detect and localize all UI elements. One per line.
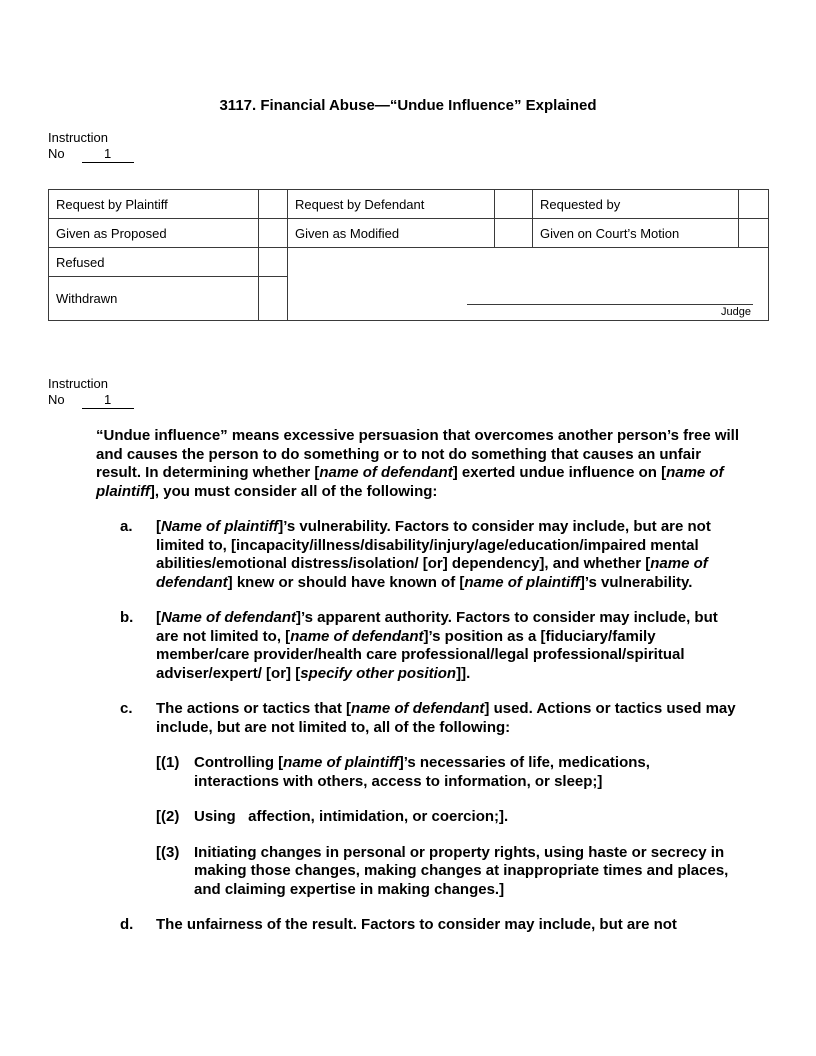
list-item-text <box>156 700 739 899</box>
instruction-number-row <box>48 393 134 409</box>
placeholder-segment: name of plaintiff <box>283 754 399 771</box>
text-segment: ] knew or should have known of [ <box>227 573 465 591</box>
text-segment: [ <box>156 518 161 535</box>
checkbox-refused[interactable] <box>259 248 288 277</box>
cell-request-by-plaintiff: Request by Plaintiff <box>49 190 259 219</box>
text-segment: ]’s vulnerability. Factors to consider may include, but are not limited to, [incapacity/illness/disability/injury/age/education/impaired mental abilities/emotional distress/isolation/ [or] dependency], and whether [ <box>156 518 715 572</box>
item-marker: b. <box>120 609 134 626</box>
placeholder-segment: name of plaintiff <box>464 573 580 591</box>
cell-requested-by: Requested by <box>533 190 739 219</box>
cell-request-by-defendant: Request by Defendant <box>288 190 495 219</box>
text-segment: ]’s vulnerability. <box>579 573 693 591</box>
text-segment: Using affection, intimidation, or coercion;]. <box>194 808 509 825</box>
judge-signature-cell <box>288 248 769 321</box>
cell-given-as-proposed: Given as Proposed <box>49 219 259 248</box>
text-segment: ]]. <box>456 664 471 682</box>
placeholder-segment: name of defendant <box>319 464 453 481</box>
placeholder-segment: name of defendant <box>156 555 712 591</box>
sub-item-text <box>194 808 739 827</box>
text-segment: ]’s necessaries of life, medications, interactions with others, access to information, or sleep;] <box>194 754 655 790</box>
judge-label: Judge <box>721 306 751 318</box>
placeholder-segment: name of defendant <box>290 627 424 645</box>
list-item-text <box>156 916 739 935</box>
sub-item-2 <box>156 808 739 827</box>
list-item-text <box>156 518 739 592</box>
text-segment: “Undue influence” means excessive persuasion that overcomes another person’s free will and causes the person to do something or to not do something that causes an unfair result. In determining whether [ <box>96 427 744 481</box>
item-marker: c. <box>120 700 133 717</box>
instruction-status-table <box>48 189 769 321</box>
item-marker: d. <box>120 916 134 933</box>
instruction-label: Instruction <box>48 376 108 391</box>
document-title: 3117. Financial Abuse—“Undue Influence” Explained <box>219 97 597 114</box>
list-item-c <box>120 700 739 899</box>
text-segment: ], you must consider all of the following: <box>149 482 438 500</box>
cell-refused: Refused <box>49 248 259 277</box>
placeholder-segment: Name of defendant <box>161 609 297 626</box>
sub-item-marker: [(3) <box>156 843 180 861</box>
judge-signature-line[interactable] <box>467 290 753 305</box>
checkbox-withdrawn[interactable] <box>259 277 288 321</box>
text-segment: Initiating changes in personal or property rights, using haste or secrecy in making those changes, making changes at inappropriate times and places, and claiming expertise in making changes.] <box>194 843 733 898</box>
text-segment: ] exerted undue influence on [ <box>452 464 667 481</box>
list-item-a <box>120 518 739 592</box>
instruction-number-block-main <box>48 377 134 409</box>
signature-block <box>467 290 753 318</box>
text-segment: Controlling [ <box>194 754 284 771</box>
item-marker: a. <box>120 518 133 535</box>
placeholder-segment: specify other position <box>300 664 457 682</box>
cell-withdrawn: Withdrawn <box>49 277 259 321</box>
sub-item-1 <box>156 754 739 791</box>
instruction-number-field[interactable]: 1 <box>82 147 134 163</box>
instruction-number-field[interactable]: 1 <box>82 393 134 409</box>
placeholder-segment: Name of plaintiff <box>161 518 279 535</box>
list-item-b <box>120 609 739 683</box>
intro-paragraph <box>96 427 744 501</box>
placeholder-segment: name of defendant <box>351 700 485 717</box>
text-segment: The actions or tactics that [ <box>156 700 352 717</box>
sub-item-text <box>194 754 739 791</box>
instruction-number-block-top <box>48 131 134 163</box>
sub-item-text <box>194 844 739 900</box>
checkbox-request-by-plaintiff[interactable] <box>259 190 288 219</box>
checkbox-given-as-proposed[interactable] <box>259 219 288 248</box>
cell-given-as-modified: Given as Modified <box>288 219 495 248</box>
placeholder-segment: name of plaintiff <box>96 464 728 500</box>
text-segment: ] used. Actions or tactics used may include, but are not limited to, all of the following: <box>156 700 740 736</box>
text-segment: ]’s apparent authority. Factors to consider may include, but are not limited to, [ <box>156 609 722 645</box>
text-segment: [ <box>156 609 161 626</box>
text-segment: ]’s position as a [fiduciary/family member/care provider/health care professional/legal professional/spiritual adviser/expert/ [or] [ <box>156 627 689 682</box>
checkbox-request-by-defendant[interactable] <box>495 190 533 219</box>
list-item-text <box>156 609 739 683</box>
sub-item-marker: [(2) <box>156 808 180 825</box>
instruction-body <box>96 427 744 935</box>
text-segment: The unfairness of the result. Factors to consider may include, but are not <box>156 916 677 933</box>
no-label: No <box>48 146 65 161</box>
sub-item-3 <box>156 844 739 900</box>
list-item-d <box>120 916 739 935</box>
checkbox-given-as-modified[interactable] <box>495 219 533 248</box>
no-label: No <box>48 392 65 407</box>
instruction-number-row <box>48 147 134 163</box>
sub-item-marker: [(1) <box>156 754 180 771</box>
checkbox-given-on-courts-motion[interactable] <box>739 219 769 248</box>
item-c-lead <box>156 700 739 737</box>
cell-given-on-courts-motion: Given on Court’s Motion <box>533 219 739 248</box>
instruction-label: Instruction <box>48 130 108 145</box>
checkbox-requested-by[interactable] <box>739 190 769 219</box>
